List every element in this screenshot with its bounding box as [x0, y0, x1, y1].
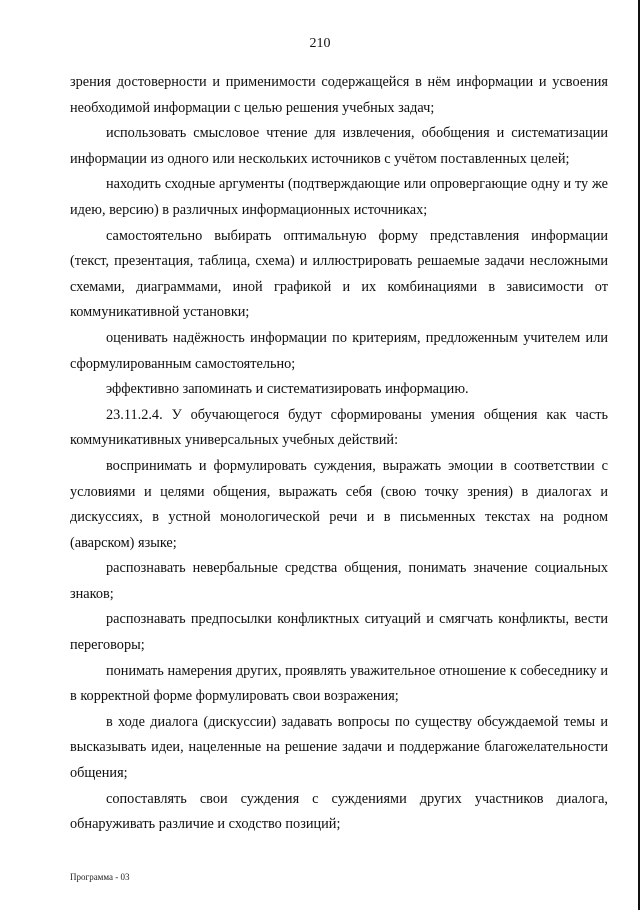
paragraph-10: распознавать предпосылки конфликтных ситуаций и смягчать конфликты, вести переговоры; [70, 611, 608, 654]
paragraph-3: находить сходные аргументы (подтверждающие или опровергающие одну и ту же идею, версию) в различных информационных источниках; [70, 176, 608, 218]
paragraph-5: оценивать надёжность информации по критериям, предложенным учителем или сформулированным самостоятельно; [70, 329, 608, 372]
paragraph-4: самостоятельно выбирать оптимальную форму представления информации (текст, презентация, таблица, схема) и иллюстрировать решаемые задачи несложными схемами, диаграммами, иной графикой и их комбинациями в зависимости от коммуникативной установки; [70, 227, 608, 321]
paragraph-section-23-11-2-4: 23.11.2.4. У обучающегося будут сформированы умения общения как часть коммуникативных универсальных учебных действий: [70, 406, 608, 449]
paragraph-1: зрения достоверности и применимости содержащейся в нём информации и усвоения необходимой информации с целью решения учебных задач; [70, 74, 608, 116]
paragraph-8: воспринимать и формулировать суждения, выражать эмоции в соответствии с условиями и целями общения, выражать себя (свою точку зрения) в диалогах и дискуссиях, в устной монологической речи и в письменных текстах на родном (аварском) языке; [70, 457, 608, 551]
paragraph-9: распознавать невербальные средства общения, понимать значение социальных знаков; [70, 560, 608, 602]
paragraph-12: в ходе диалога (дискуссии) задавать вопросы по существу обсуждаемой темы и высказывать идеи, нацеленные на решение задачи и поддержание благожелательности общения; [70, 713, 608, 782]
footer-program-label: Программа - 03 [70, 872, 130, 882]
page-number: 210 [309, 36, 331, 51]
paragraph-13: сопоставлять свои суждения с суждениями других участников диалога, обнаруживать различие и сходство позиций; [70, 790, 608, 833]
paragraph-6: эффективно запоминать и систематизировать информацию. [106, 381, 469, 398]
body-text [70, 70, 608, 838]
paragraph-11: понимать намерения других, проявлять уважительное отношение к собеседнику и в корректной форме формулировать свои возражения; [70, 662, 608, 705]
paragraph-2: использовать смысловое чтение для извлечения, обобщения и систематизации информации из одного или нескольких источников с учётом поставленных целей; [70, 125, 608, 167]
